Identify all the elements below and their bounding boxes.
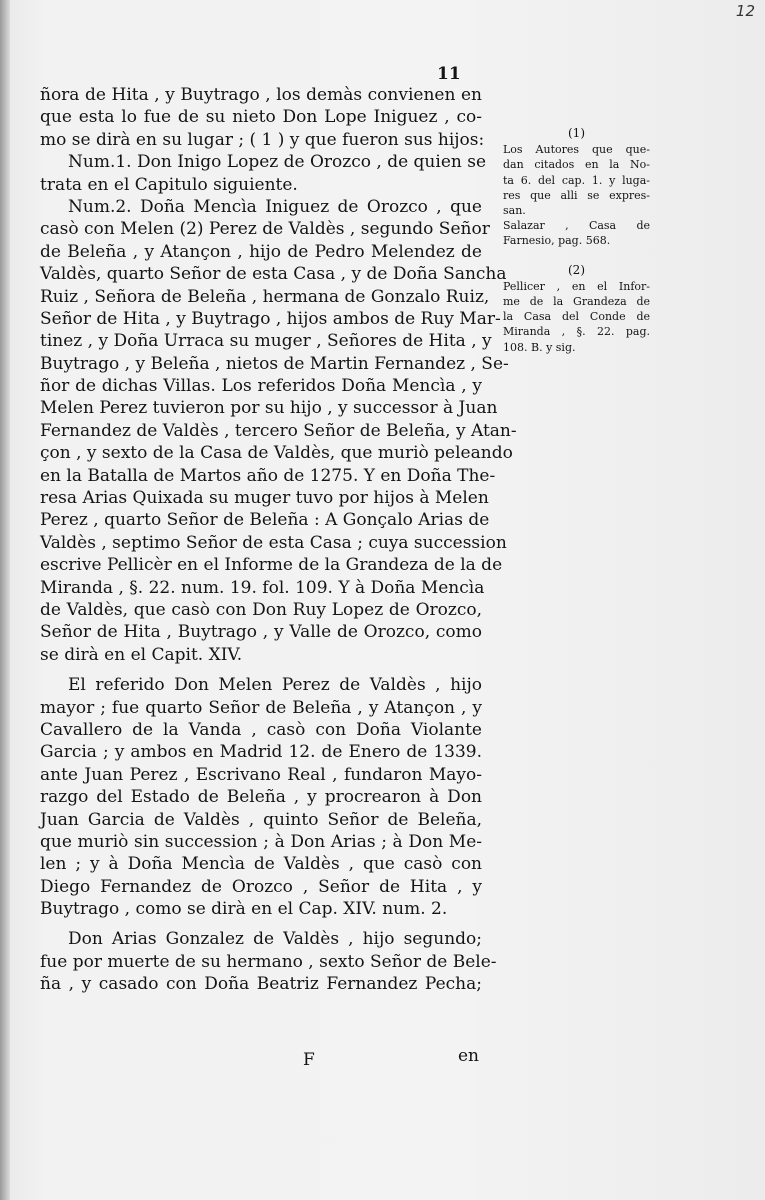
text-line: Perez , quarto Señor de Beleña : A Gonçalo Arias de [40, 510, 490, 531]
text-line: casò con Melen (2) Perez de Valdès , segundo Señor [40, 219, 490, 240]
text-line: ña , y casado con Doña Beatriz Fernandez Pecha; [40, 974, 482, 995]
margin-note-line: ta 6. del cap. 1. y luga- [503, 173, 650, 187]
text-line: se dirà en el Capit. XIV. [40, 644, 243, 665]
page-number: 11 [437, 64, 461, 84]
text-line: Garcia ; y ambos en Madrid 12. de Enero de 1339. [40, 742, 482, 763]
text-line: escrive Pellicèr en el Informe de la Grandeza de la de [40, 555, 503, 576]
text-line: mo se dirà en su lugar ; ( 1 ) y que fueron sus hijos: [40, 129, 485, 150]
text-line: El referido Don Melen Perez de Valdès , hijo [68, 675, 482, 696]
margin-note [503, 126, 650, 249]
margin-note-line: me de la Grandeza de [503, 295, 650, 309]
main-text-column [40, 84, 517, 996]
text-line: Fernandez de Valdès , tercero Señor de Beleña, y Atan- [40, 420, 517, 441]
margin-note-line: Pellicer , en el Infor- [503, 279, 650, 293]
paragraph-gap [40, 920, 482, 928]
text-line: resa Arias Quixada su muger tuvo por hijos à Melen [40, 488, 489, 509]
margin-note-line: dan citados en la No- [503, 158, 650, 172]
margin-note-line: Farnesio, pag. 568. [503, 234, 611, 248]
text-line: fue por muerte de su hermano , sexto Señor de Bele- [40, 951, 497, 972]
text-line: Señor de Hita , Buytrago , y Valle de Orozco, como [40, 622, 482, 643]
margin-note-line: res que alli se expres- [503, 188, 650, 202]
text-line: trata en el Capitulo siguiente. [40, 174, 298, 195]
paragraph-gap [40, 666, 482, 674]
text-line: Miranda , §. 22. num. 19. fol. 109. Y à Doña Mencìa [40, 577, 485, 598]
page-binding-shadow [0, 0, 10, 1200]
signature-mark: F [303, 1050, 315, 1070]
text-line: Diego Fernandez de Orozco , Señor de Hita , y [40, 876, 482, 897]
margin-note-number: (2) [568, 262, 585, 277]
text-line: de Valdès, que casò con Don Ruy Lopez de Orozco, [40, 599, 482, 620]
text-line: Ruiz , Señora de Beleña , hermana de Gonzalo Ruiz, [40, 286, 490, 307]
margin-note-line: Salazar , Casa de [503, 219, 650, 233]
text-line: que muriò sin succession ; à Don Arias ; à Don Me- [40, 831, 482, 852]
text-line: Num.1. Don Inigo Lopez de Orozco , de quien se [68, 152, 487, 173]
catchword: en [458, 1046, 480, 1066]
text-line: Num.2. Doña Mencìa Iniguez de Orozco , que [68, 196, 482, 217]
text-line: Don Arias Gonzalez de Valdès , hijo segundo; [68, 929, 482, 950]
text-line: Cavallero de la Vanda , casò con Doña Violante [40, 719, 482, 740]
text-line: Señor de Hita , y Buytrago , hijos ambos de Ruy Mar- [40, 308, 501, 329]
margin-note-line: Los Autores que que- [503, 143, 650, 157]
text-line: çon , y sexto de la Casa de Valdès, que muriò peleando [40, 443, 513, 464]
margin-note-line: la Casa del Conde de [503, 310, 650, 324]
text-line: Valdès , septimo Señor de esta Casa ; cuya succession [40, 532, 507, 553]
text-line: Juan Garcia de Valdès , quinto Señor de Beleña, [40, 809, 482, 830]
margin-note-line: 108. B. y sig. [503, 340, 576, 354]
margin-note-line: Miranda , §. 22. pag. [503, 325, 650, 339]
margin-note [503, 263, 650, 355]
text-line: en la Batalla de Martos año de 1275. Y en Doña The- [40, 465, 496, 486]
margin-note-line: san. [503, 204, 526, 218]
folio-corner-mark: 12 [735, 2, 755, 20]
text-line: Buytrago , como se dirà en el Cap. XIV. num. 2. [40, 899, 448, 920]
text-line: ante Juan Perez , Escrivano Real , fundaron Mayo- [40, 764, 482, 785]
text-line: ñor de dichas Villas. Los referidos Doña Mencìa , y [40, 376, 482, 397]
text-line: Buytrago , y Beleña , nietos de Martin Fernandez , Se- [40, 353, 509, 374]
text-line: Melen Perez tuvieron por su hijo , y successor à Juan [40, 398, 498, 419]
margin-note-gap [503, 249, 650, 263]
text-line: que esta lo fue de su nieto Don Lope Iniguez , co- [40, 107, 482, 128]
text-line: Valdès, quarto Señor de esta Casa , y de Doña Sancha [40, 264, 507, 285]
text-line: mayor ; fue quarto Señor de Beleña , y Atançon , y [40, 697, 482, 718]
text-line: len ; y à Doña Mencìa de Valdès , que casò con [40, 854, 482, 875]
text-line: de Beleña , y Atançon , hijo de Pedro Melendez de [40, 241, 482, 262]
margin-note-number: (1) [568, 126, 585, 140]
text-line: ñora de Hita , y Buytrago , los demàs convienen en [40, 85, 482, 105]
margin-notes [503, 126, 650, 355]
text-line: tinez , y Doña Urraca su muger , Señores de Hita , y [40, 331, 492, 352]
text-line: razgo del Estado de Beleña , y procrearon à Don [40, 787, 482, 808]
